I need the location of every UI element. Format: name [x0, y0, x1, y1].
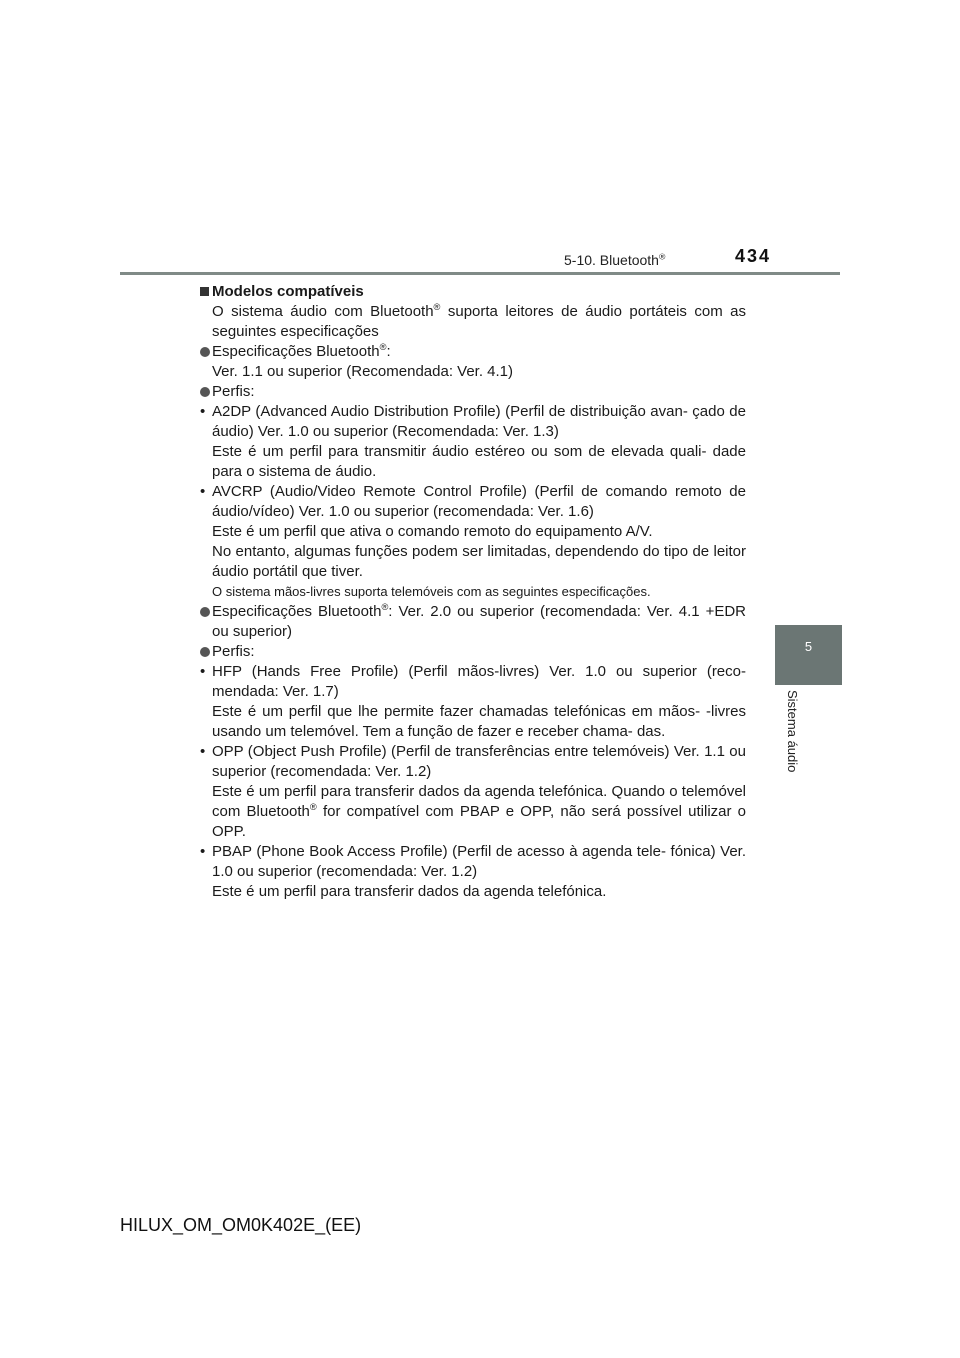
profile-avrcp: • AVCRP (Audio/Video Remote Control Profile) (Perfil de comando remoto de áudio/vídeo) Ver. 1.0 ou superior (recomendada: Ver. 1.6) [200, 483, 746, 520]
chapter-title: Sistema áudio [785, 690, 800, 773]
document-code: HILUX_OM_OM0K402E_(EE) [120, 1215, 362, 1235]
limitation-note: No entanto, algumas funções podem ser limitadas, dependendo do tipo de leitor áudio portátil que tiver. [212, 543, 746, 580]
section-header [564, 252, 665, 268]
square-bullet-icon [200, 287, 209, 296]
header-divider [120, 272, 840, 275]
page-number: 434 [735, 246, 772, 266]
round-bullet-icon [200, 647, 210, 657]
section-title: 5-10. Bluetooth [564, 252, 659, 268]
profile-pbap-desc: Este é um perfil para transferir dados da agenda telefónica. [212, 883, 607, 900]
round-bullet-icon [200, 607, 210, 617]
profile-hfp: • HFP (Hands Free Profile) (Perfil mãos-livres) Ver. 1.0 ou superior (reco- mendada: Ver. 1.7) [200, 663, 746, 700]
profile-opp: • OPP (Object Push Profile) (Perfil de transferências entre telemóveis) Ver. 1.1 ou superior (recomendada: Ver. 1.2) [200, 743, 746, 780]
bullet-bt-spec-audio: Especificações Bluetooth®: Ver. 1.1 ou superior (Recomendada: Ver. 4.1) [212, 342, 746, 382]
page-body [200, 282, 747, 902]
round-bullet-icon [200, 387, 210, 397]
bullet-profiles-audio: Perfis: [212, 382, 746, 402]
profile-opp-desc: Este é um perfil para transferir dados da agenda telefónica. Quando o telemóvel com Bluetooth® for compatível com PBAP e OPP, não será possível utilizar o OPP. [212, 783, 747, 840]
profile-a2dp-desc: Este é um perfil para transmitir áudio estéreo ou som de elevada quali- dade para o sistema de áudio. [212, 443, 746, 480]
handsfree-note: O sistema mãos-livres suporta telemóveis com as seguintes especificações. [212, 584, 651, 599]
profile-a2dp: • A2DP (Advanced Audio Distribution Profile) (Perfil de distribuição avan- çado de áudio) Ver. 1.0 ou superior (Recomendada: Ver. 1.3) [200, 403, 746, 440]
profile-hfp-desc: Este é um perfil que lhe permite fazer chamadas telefónicas em mãos- -livres usando um telemóvel. Tem a função de fazer e receber chama- das. [212, 703, 746, 740]
round-bullet-icon [200, 347, 210, 357]
profile-avrcp-desc: Este é um perfil que ativa o comando remoto do equipamento A/V. [212, 523, 653, 540]
bullet-bt-spec-phone: Especificações Bluetooth®: Ver. 2.0 ou superior (recomendada: Ver. 4.1 +EDR ou superior) [212, 602, 746, 642]
intro-paragraph: O sistema áudio com Bluetooth® suporta leitores de áudio portáteis com as seguintes especificações [212, 302, 746, 340]
chapter-tab[interactable] [775, 625, 842, 685]
bullet-profiles-phone: Perfis: [212, 642, 746, 662]
section-heading: Modelos compatíveis [212, 282, 746, 302]
profile-pbap: • PBAP (Phone Book Access Profile) (Perfil de acesso à agenda tele- fónica) Ver. 1.0 ou superior (recomendada: Ver. 1.2) [200, 843, 746, 880]
registered-mark: ® [658, 251, 666, 262]
chapter-number: 5 [804, 639, 813, 654]
